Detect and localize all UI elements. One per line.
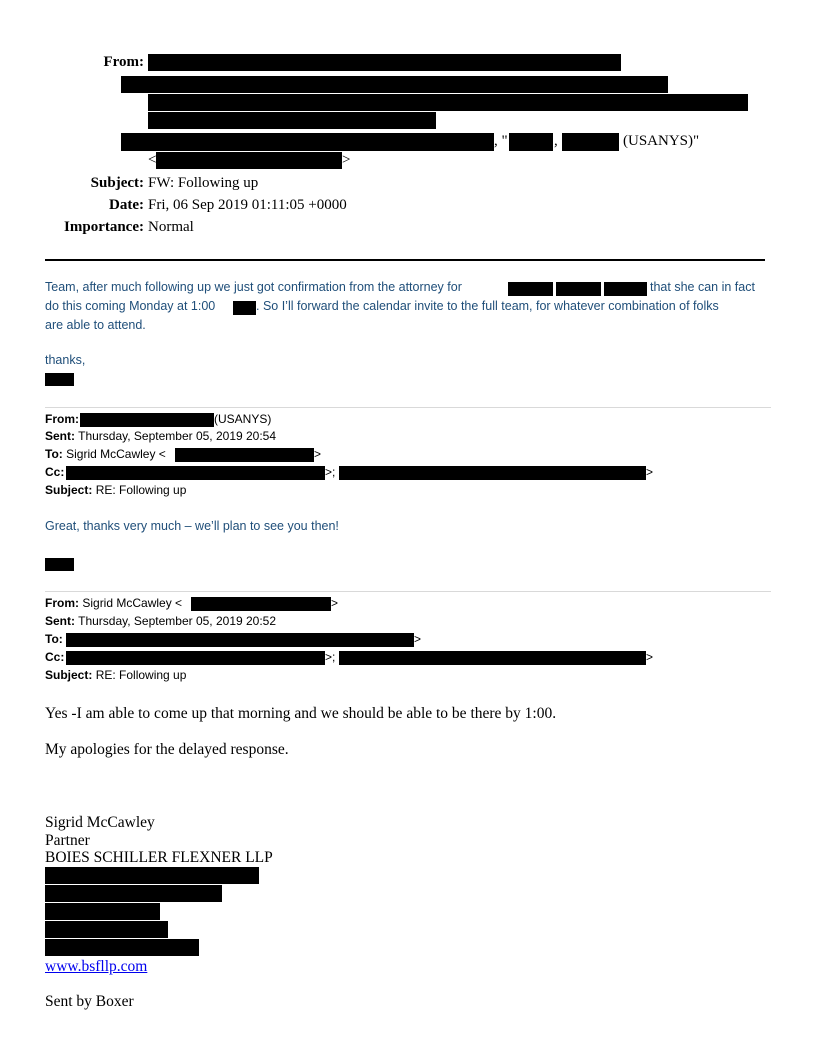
- from-label: From:: [45, 596, 79, 610]
- gt: >: [342, 152, 351, 168]
- redaction: [156, 152, 342, 169]
- redaction: [121, 133, 494, 151]
- redaction: [45, 373, 74, 386]
- importance-value: Normal: [148, 219, 194, 235]
- website-link[interactable]: www.bsfllp.com: [45, 958, 148, 975]
- email3-subject: [45, 668, 186, 682]
- message-line-2b: . So I’ll forward the calendar invite to the full team, for whatever combination of folks: [256, 299, 719, 313]
- subject-value: FW: Following up: [148, 175, 259, 191]
- subject-label: Subject:: [45, 483, 93, 497]
- from-label: From:: [103, 54, 144, 70]
- email2-body: Great, thanks very much – we’ll plan to see you then!: [45, 519, 339, 533]
- cc-sep: >;: [325, 650, 336, 664]
- redaction: [66, 633, 414, 647]
- divider: [45, 591, 771, 592]
- redaction: [66, 651, 325, 665]
- redaction: [148, 112, 436, 129]
- cc-gt: >: [646, 650, 654, 664]
- message-line-2a: do this coming Monday at 1:00: [45, 299, 216, 313]
- redaction: [45, 885, 222, 902]
- redaction: [148, 54, 621, 71]
- sent-label: Sent:: [45, 614, 75, 628]
- redaction: [148, 94, 748, 111]
- email3-body-2: My apologies for the delayed response.: [45, 741, 289, 758]
- from-label: From:: [45, 412, 79, 426]
- sent-value: Thursday, September 05, 2019 20:54: [78, 429, 277, 443]
- redaction: [45, 921, 168, 938]
- email3-to: [45, 632, 63, 646]
- email3-cc: [45, 650, 64, 664]
- email3-body-1: Yes -I am able to come up that morning and we should be able to be there by 1:00.: [45, 705, 557, 722]
- email2-to: [45, 447, 166, 461]
- redaction: [80, 413, 214, 427]
- to-gt: >: [414, 632, 422, 646]
- redaction: [339, 651, 646, 665]
- divider: [45, 407, 771, 408]
- redaction: [556, 282, 601, 296]
- date-label: Date:: [109, 197, 144, 213]
- redaction: [175, 448, 314, 462]
- to-value: Sigrid McCawley <: [66, 447, 166, 461]
- from-gt: >: [331, 596, 339, 610]
- cc-label: Cc:: [45, 465, 65, 479]
- lt: <: [148, 152, 157, 168]
- email2-subject: [45, 483, 186, 497]
- from-value: Sigrid McCawley <: [82, 596, 183, 610]
- date-value: Fri, 06 Sep 2019 01:11:05 +0000: [148, 197, 347, 213]
- to-gt: >: [314, 447, 322, 461]
- redaction: [604, 282, 647, 296]
- redaction: [45, 867, 259, 884]
- email2-from: [45, 412, 79, 426]
- redaction: [233, 301, 256, 315]
- to-label: To:: [45, 447, 63, 461]
- redaction: [121, 76, 668, 93]
- cc-gt: >: [646, 465, 654, 479]
- subject-label: Subject:: [90, 175, 144, 191]
- sent-label: Sent:: [45, 429, 75, 443]
- message-line-3: are able to attend.: [45, 318, 146, 332]
- cc-sep: >;: [325, 465, 336, 479]
- email2-cc: [45, 465, 64, 479]
- email3-sent: [45, 614, 276, 628]
- sent-by: Sent by Boxer: [45, 993, 134, 1010]
- header-divider: [45, 259, 765, 261]
- redaction: [45, 558, 74, 571]
- redaction: [191, 597, 331, 611]
- signoff: thanks,: [45, 353, 86, 367]
- redaction: [509, 133, 553, 151]
- from-org: (USANYS)": [623, 133, 700, 149]
- cc-label: Cc:: [45, 650, 65, 664]
- redaction: [66, 466, 325, 480]
- redaction: [45, 939, 199, 956]
- signature-firm: BOIES SCHILLER FLEXNER LLP: [45, 849, 273, 866]
- redaction: [45, 903, 160, 920]
- subject-label: Subject:: [45, 668, 93, 682]
- from-comma: ,: [554, 133, 558, 149]
- importance-label: Importance:: [64, 219, 144, 235]
- to-label: To:: [45, 632, 63, 646]
- subject-value: RE: Following up: [95, 483, 187, 497]
- signature-name: Sigrid McCawley: [45, 814, 155, 831]
- from-tail: , ": [494, 133, 508, 149]
- email2-from-value: (USANYS): [214, 412, 272, 426]
- sent-value: Thursday, September 05, 2019 20:52: [78, 614, 277, 628]
- email2-sent: [45, 429, 276, 443]
- redaction: [562, 133, 619, 151]
- subject-value: RE: Following up: [95, 668, 187, 682]
- redaction: [339, 466, 646, 480]
- signature-title: Partner: [45, 832, 90, 849]
- message-line-1a: Team, after much following up we just got confirmation from the attorney for: [45, 280, 462, 294]
- message-line-1b: that she can in fact: [650, 280, 755, 294]
- redaction: [508, 282, 553, 296]
- email3-from: [45, 596, 182, 610]
